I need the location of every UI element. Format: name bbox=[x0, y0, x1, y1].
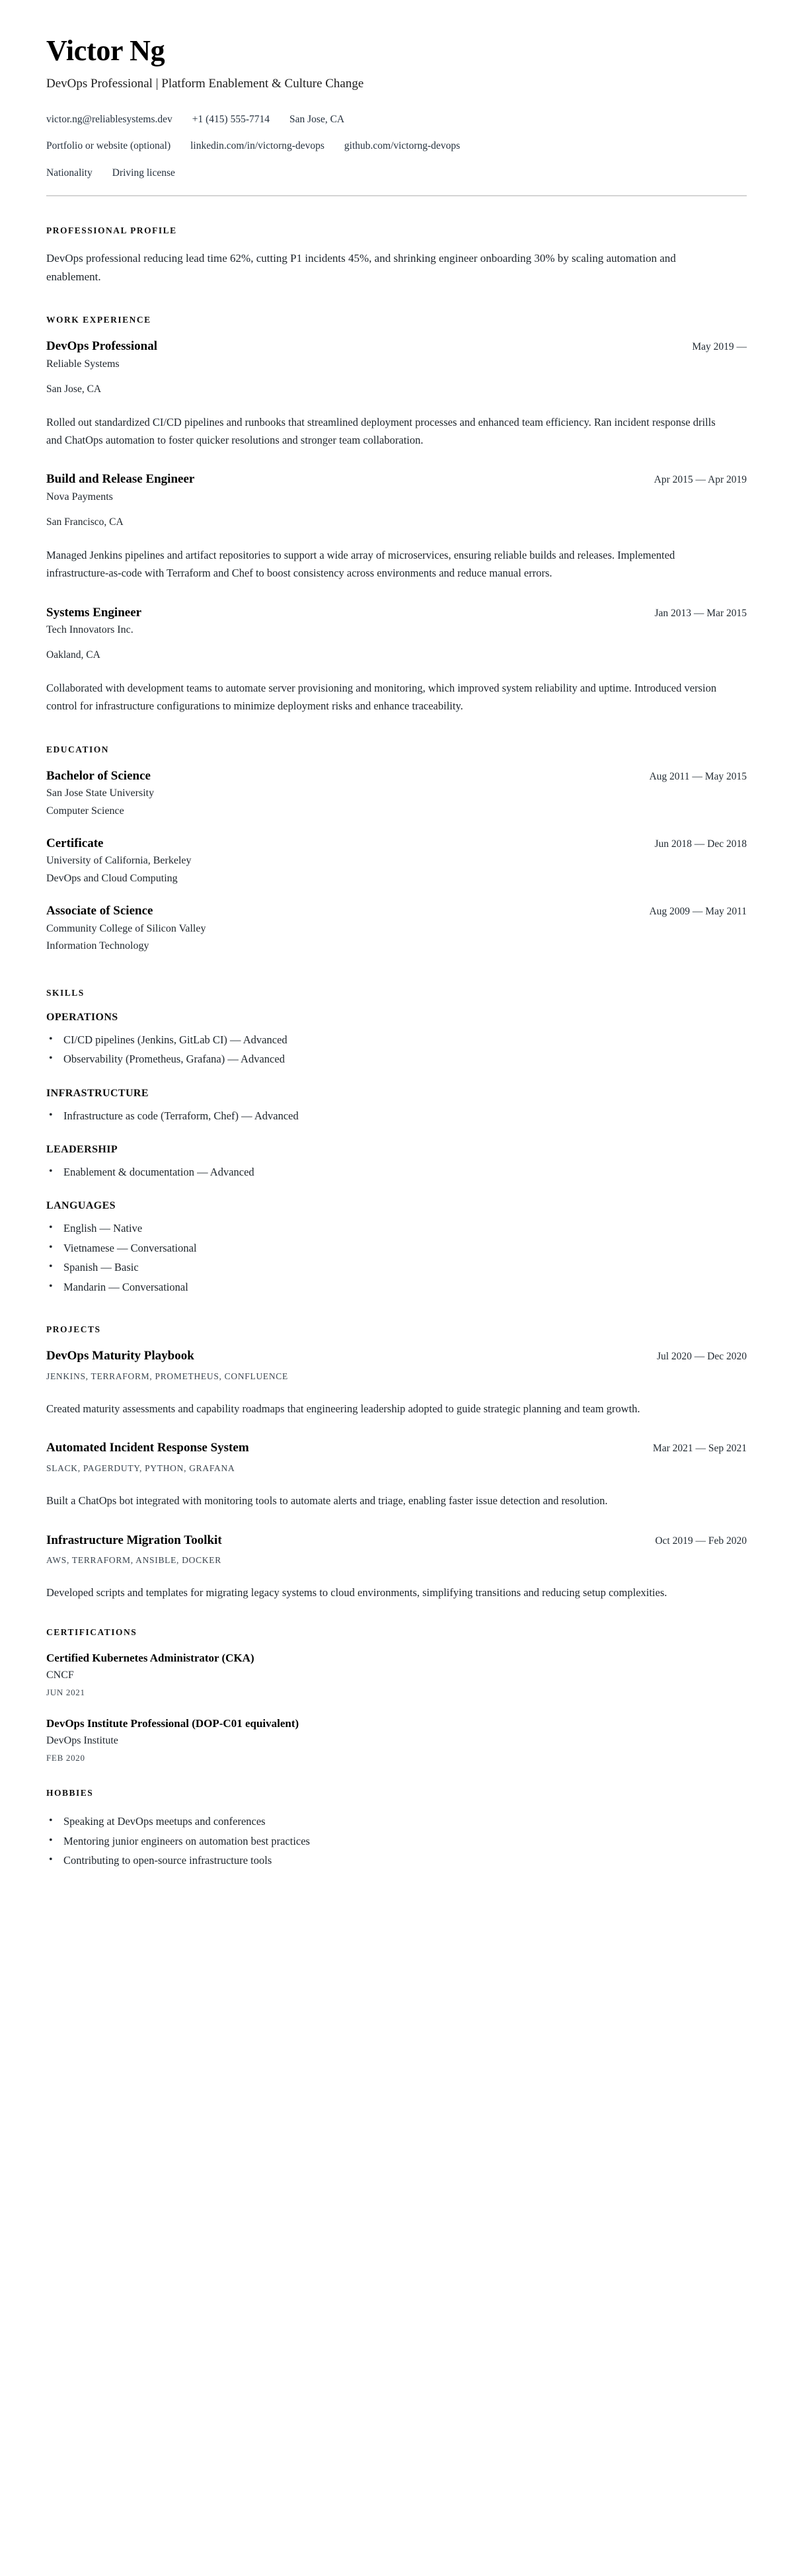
education-degree: Bachelor of Science bbox=[46, 768, 151, 783]
work-description: Collaborated with development teams to automate server provisioning and monitoring, which improved system reliability and uptime. Introduced version control for infrastructure configurations to minimize deployment risks and enhance traceability. bbox=[46, 682, 717, 712]
contact-line-personal bbox=[46, 166, 747, 181]
hobby-item: • Speaking at DevOps meetups and conferences bbox=[46, 1812, 747, 1831]
section-education bbox=[46, 745, 747, 953]
contact-line-primary bbox=[46, 112, 747, 127]
skill-group-languages bbox=[46, 1200, 747, 1296]
education-entry-head bbox=[46, 768, 747, 784]
spacer bbox=[46, 722, 747, 745]
skill-list bbox=[46, 1030, 747, 1069]
contact-github[interactable]: github.com/victorng-devops bbox=[344, 140, 461, 152]
work-entry bbox=[46, 339, 747, 449]
project-entry-head bbox=[46, 1533, 747, 1549]
candidate-name: Victor Ng bbox=[46, 34, 165, 67]
skill-group-title: INFRASTRUCTURE bbox=[46, 1087, 149, 1099]
language-item: • Vietnamese — Conversational bbox=[46, 1238, 747, 1258]
skill-group-infrastructure bbox=[46, 1088, 747, 1125]
work-entry-head bbox=[46, 471, 747, 487]
education-degree: Certificate bbox=[46, 836, 104, 850]
education-entry-head bbox=[46, 836, 747, 852]
work-entry-head bbox=[46, 605, 747, 621]
resume-header bbox=[46, 34, 747, 181]
languages-list bbox=[46, 1219, 747, 1296]
contact-portfolio[interactable]: Portfolio or website (optional) bbox=[46, 140, 171, 152]
spacer bbox=[46, 1769, 747, 1788]
project-name: Automated Incident Response System bbox=[46, 1441, 249, 1455]
skill-group-leadership bbox=[46, 1144, 747, 1182]
certification-date: JUN 2021 bbox=[46, 1687, 85, 1698]
education-entry bbox=[46, 768, 747, 819]
language-item: • Spanish — Basic bbox=[46, 1258, 747, 1277]
language-item: • Mandarin — Conversational bbox=[46, 1277, 747, 1297]
section-certifications bbox=[46, 1627, 747, 1764]
project-entry bbox=[46, 1533, 747, 1602]
work-company: Nova Payments bbox=[46, 491, 113, 503]
education-entry-head bbox=[46, 903, 747, 919]
certification-name: Certified Kubernetes Administrator (CKA) bbox=[46, 1651, 254, 1664]
skill-list bbox=[46, 1162, 747, 1182]
section-title-hobbies: HOBBIES bbox=[46, 1788, 94, 1798]
project-description: Created maturity assessments and capability roadmaps that engineering leadership adopted to guide strategic planning and team growth. bbox=[46, 1402, 640, 1415]
section-title-education: EDUCATION bbox=[46, 744, 110, 754]
work-role: Build and Release Engineer bbox=[46, 472, 195, 487]
project-description: Developed scripts and templates for migrating legacy systems to cloud environments, simplifying transitions and reducing setup complexities. bbox=[46, 1586, 667, 1599]
education-field: DevOps and Cloud Computing bbox=[46, 872, 178, 884]
project-description: Built a ChatOps bot integrated with monitoring tools to automate alerts and triage, enabling faster issue detection and resolution. bbox=[46, 1494, 608, 1507]
profile-summary-text: DevOps professional reducing lead time 62%, cutting P1 incidents 45%, and shrinking engineer onboarding 30% by scaling automation and enablement. bbox=[46, 252, 676, 283]
project-entry bbox=[46, 1348, 747, 1418]
candidate-headline: DevOps Professional | Platform Enablement & Culture Change bbox=[46, 77, 364, 91]
project-entry-head bbox=[46, 1440, 747, 1456]
project-name: Infrastructure Migration Toolkit bbox=[46, 1533, 222, 1547]
language-item: • English — Native bbox=[46, 1219, 747, 1238]
work-entry bbox=[46, 471, 747, 582]
work-location: San Francisco, CA bbox=[46, 516, 124, 528]
contact-driving-license: Driving license bbox=[112, 167, 175, 179]
section-work-experience bbox=[46, 315, 747, 715]
work-location: San Jose, CA bbox=[46, 383, 102, 395]
section-hobbies bbox=[46, 1788, 747, 1870]
education-school: University of California, Berkeley bbox=[46, 855, 192, 867]
education-entry bbox=[46, 836, 747, 886]
work-date-range: Apr 2015 — Apr 2019 bbox=[654, 474, 747, 486]
project-date-range: Jul 2020 — Dec 2020 bbox=[656, 1350, 747, 1362]
project-entry bbox=[46, 1440, 747, 1509]
certification-name: DevOps Institute Professional (DOP-C01 equivalent) bbox=[46, 1716, 299, 1730]
project-date-range: Oct 2019 — Feb 2020 bbox=[655, 1535, 747, 1547]
contact-linkedin[interactable]: linkedin.com/in/victorng-devops bbox=[190, 140, 324, 152]
section-skills bbox=[46, 988, 747, 1297]
section-title-projects: PROJECTS bbox=[46, 1324, 101, 1334]
education-school: San Jose State University bbox=[46, 787, 155, 799]
section-title-certifications: CERTIFICATIONS bbox=[46, 1627, 137, 1637]
contact-nationality: Nationality bbox=[46, 167, 93, 179]
skill-item: • CI/CD pipelines (Jenkins, GitLab CI) — Advanced bbox=[46, 1030, 747, 1049]
project-date-range: Mar 2021 — Sep 2021 bbox=[652, 1443, 747, 1455]
skill-group-operations bbox=[46, 1012, 747, 1069]
section-professional-profile bbox=[46, 225, 747, 286]
certification-entry bbox=[46, 1651, 747, 1699]
work-entry bbox=[46, 605, 747, 715]
work-company: Reliable Systems bbox=[46, 358, 120, 370]
work-role: DevOps Professional bbox=[46, 339, 158, 354]
work-description: Rolled out standardized CI/CD pipelines and runbooks that streamlined deployment processes and enhanced team efficiency. Ran incident response drills and ChatOps automation to foster quicker resolutions and stronger team collaboration. bbox=[46, 416, 716, 446]
header-divider bbox=[46, 195, 747, 196]
skill-group-title: OPERATIONS bbox=[46, 1011, 118, 1023]
skill-item: • Infrastructure as code (Terraform, Chef) — Advanced bbox=[46, 1106, 747, 1125]
section-title-professional-profile: PROFESSIONAL PROFILE bbox=[46, 225, 177, 236]
hobbies-list bbox=[46, 1812, 747, 1870]
project-entry-head bbox=[46, 1348, 747, 1364]
education-degree: Associate of Science bbox=[46, 903, 153, 918]
work-description: Managed Jenkins pipelines and artifact repositories to support a wide array of microservices, ensuring reliable builds and releases. Implemented infrastructure-as-code with Terraform and Chef to boost consistency across environments and reduce manual errors. bbox=[46, 549, 675, 579]
spacer bbox=[46, 292, 747, 315]
skill-list bbox=[46, 1106, 747, 1125]
skill-group-title: LEADERSHIP bbox=[46, 1144, 118, 1156]
education-field: Computer Science bbox=[46, 805, 124, 817]
contact-location: San Jose, CA bbox=[289, 113, 345, 125]
education-entry bbox=[46, 903, 747, 953]
skill-item: • Enablement & documentation — Advanced bbox=[46, 1162, 747, 1182]
education-date-range: Aug 2011 — May 2015 bbox=[649, 770, 747, 782]
contact-line-links bbox=[46, 139, 747, 153]
section-title-work-experience: WORK EXPERIENCE bbox=[46, 315, 151, 325]
contact-email[interactable]: victor.ng@reliablesystems.dev bbox=[46, 113, 172, 125]
education-date-range: Aug 2009 — May 2011 bbox=[649, 905, 747, 917]
education-field: Information Technology bbox=[46, 940, 149, 951]
certification-date: FEB 2020 bbox=[46, 1753, 85, 1763]
hobby-item: • Contributing to open-source infrastructure tools bbox=[46, 1851, 747, 1870]
certification-issuer: DevOps Institute bbox=[46, 1734, 118, 1746]
education-date-range: Jun 2018 — Dec 2018 bbox=[654, 838, 747, 850]
hobby-item: • Mentoring junior engineers on automation best practices bbox=[46, 1831, 747, 1851]
section-projects bbox=[46, 1324, 747, 1602]
work-date-range: May 2019 — bbox=[692, 341, 747, 353]
certification-entry bbox=[46, 1716, 747, 1765]
spacer bbox=[46, 971, 747, 988]
work-entry-head bbox=[46, 339, 747, 354]
certification-issuer: CNCF bbox=[46, 1670, 74, 1681]
work-role: Systems Engineer bbox=[46, 605, 142, 620]
project-name: DevOps Maturity Playbook bbox=[46, 1348, 194, 1363]
work-location: Oakland, CA bbox=[46, 649, 100, 661]
languages-title: LANGUAGES bbox=[46, 1200, 116, 1212]
project-tech-stack: JENKINS, TERRAFORM, PROMETHEUS, CONFLUENCE bbox=[46, 1371, 288, 1381]
skill-item: • Observability (Prometheus, Grafana) — Advanced bbox=[46, 1049, 747, 1068]
spacer bbox=[46, 1302, 747, 1324]
project-tech-stack: SLACK, PAGERDUTY, PYTHON, GRAFANA bbox=[46, 1463, 235, 1473]
section-title-skills: SKILLS bbox=[46, 987, 85, 998]
education-school: Community College of Silicon Valley bbox=[46, 922, 206, 934]
project-tech-stack: AWS, TERRAFORM, ANSIBLE, DOCKER bbox=[46, 1555, 221, 1566]
contact-phone[interactable]: +1 (415) 555-7714 bbox=[192, 113, 270, 125]
work-date-range: Jan 2013 — Mar 2015 bbox=[654, 607, 747, 619]
spacer bbox=[46, 1609, 747, 1627]
work-company: Tech Innovators Inc. bbox=[46, 624, 133, 636]
